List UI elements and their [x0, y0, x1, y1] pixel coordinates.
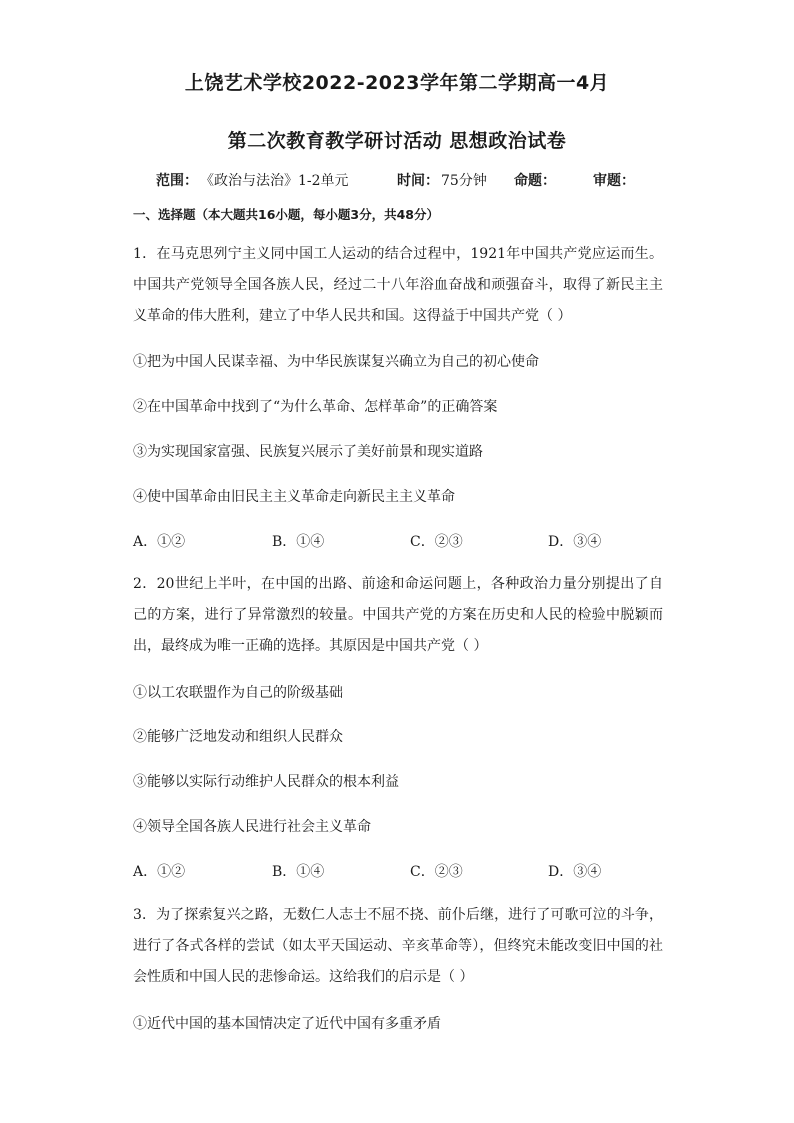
exam-meta	[0, 170, 794, 190]
question-2-option-1: ①以工农联盟作为自己的阶级基础	[133, 685, 343, 701]
question-2-stem: 2．20世纪上半叶，在中国的出路、前途和命运问题上，各种政治力量分别提出了自己的方案，进行了异常激烈的较量。中国共产党的方案在历史和人民的检验中脱颖而出，最终成为唯一正确的选择。其原因是中国共产党（ ）	[133, 576, 663, 654]
question-1-option-4: ④使中国革命由旧民主主义革命走向新民主主义革命	[133, 489, 455, 505]
exam-title-line2: 第二次教育教学研讨活动 思想政治试卷	[227, 130, 567, 152]
question-1-stem: 1．在马克思列宁主义同中国工人运动的结合过程中，1921年中国共产党应运而生。中国共产党领导全国各族人民，经过二十八年浴血奋战和顽强奋斗，取得了新民主主义革命的伟大胜利，建立了中华人民共和国。这得益于中国共产党（ ）	[133, 246, 663, 324]
question-1-choices	[133, 531, 653, 551]
question-1-option-3: ③为实现国家富强、民族复兴展示了美好前景和现实道路	[133, 444, 483, 460]
question-2-option-2: ②能够广泛地发动和组织人民群众	[133, 729, 343, 745]
range-value: 《政治与法治》1-2单元	[200, 173, 349, 189]
choice-a: A．①②	[133, 864, 186, 880]
question-2-choices	[133, 861, 653, 881]
author-label: 命题：	[514, 173, 556, 189]
section-title: 一、选择题（本大题共16小题，每小题3分，共48分）	[133, 207, 439, 222]
question-1-option-2: ②在中国革命中找到了“为什么革命、怎样革命”的正确答案	[133, 399, 498, 415]
question-1-option-1: ①把为中国人民谋幸福、为中华民族谋复兴确立为自己的初心使命	[133, 354, 539, 370]
question-3-option-1: ①近代中国的基本国情决定了近代中国有多重矛盾	[133, 1016, 441, 1032]
question-2-option-4: ④领导全国各族人民进行社会主义革命	[133, 819, 371, 835]
choice-b: B．①④	[272, 534, 325, 550]
choice-a: A．①②	[133, 534, 186, 550]
choice-d: D．③④	[548, 534, 602, 550]
choice-d: D．③④	[548, 864, 602, 880]
time-label: 时间：	[397, 173, 439, 189]
reviewer-label: 审题：	[593, 173, 635, 189]
choice-c: C．②③	[410, 534, 463, 550]
question-2-option-3: ③能够以实际行动维护人民群众的根本利益	[133, 774, 399, 790]
choice-b: B．①④	[272, 864, 325, 880]
question-3-stem: 3．为了探索复兴之路，无数仁人志士不屈不挠、前仆后继，进行了可歌可泣的斗争，进行了各式各样的尝试（如太平天国运动、辛亥革命等），但终究未能改变旧中国的社会性质和中国人民的悲惨命运。这给我们的启示是（ ）	[133, 907, 663, 985]
exam-title-line1: 上饶艺术学校2022-2023学年第二学期高一4月	[184, 72, 610, 94]
time-value: 75分钟	[441, 173, 487, 189]
range-label: 范围：	[156, 173, 198, 189]
choice-c: C．②③	[410, 864, 463, 880]
